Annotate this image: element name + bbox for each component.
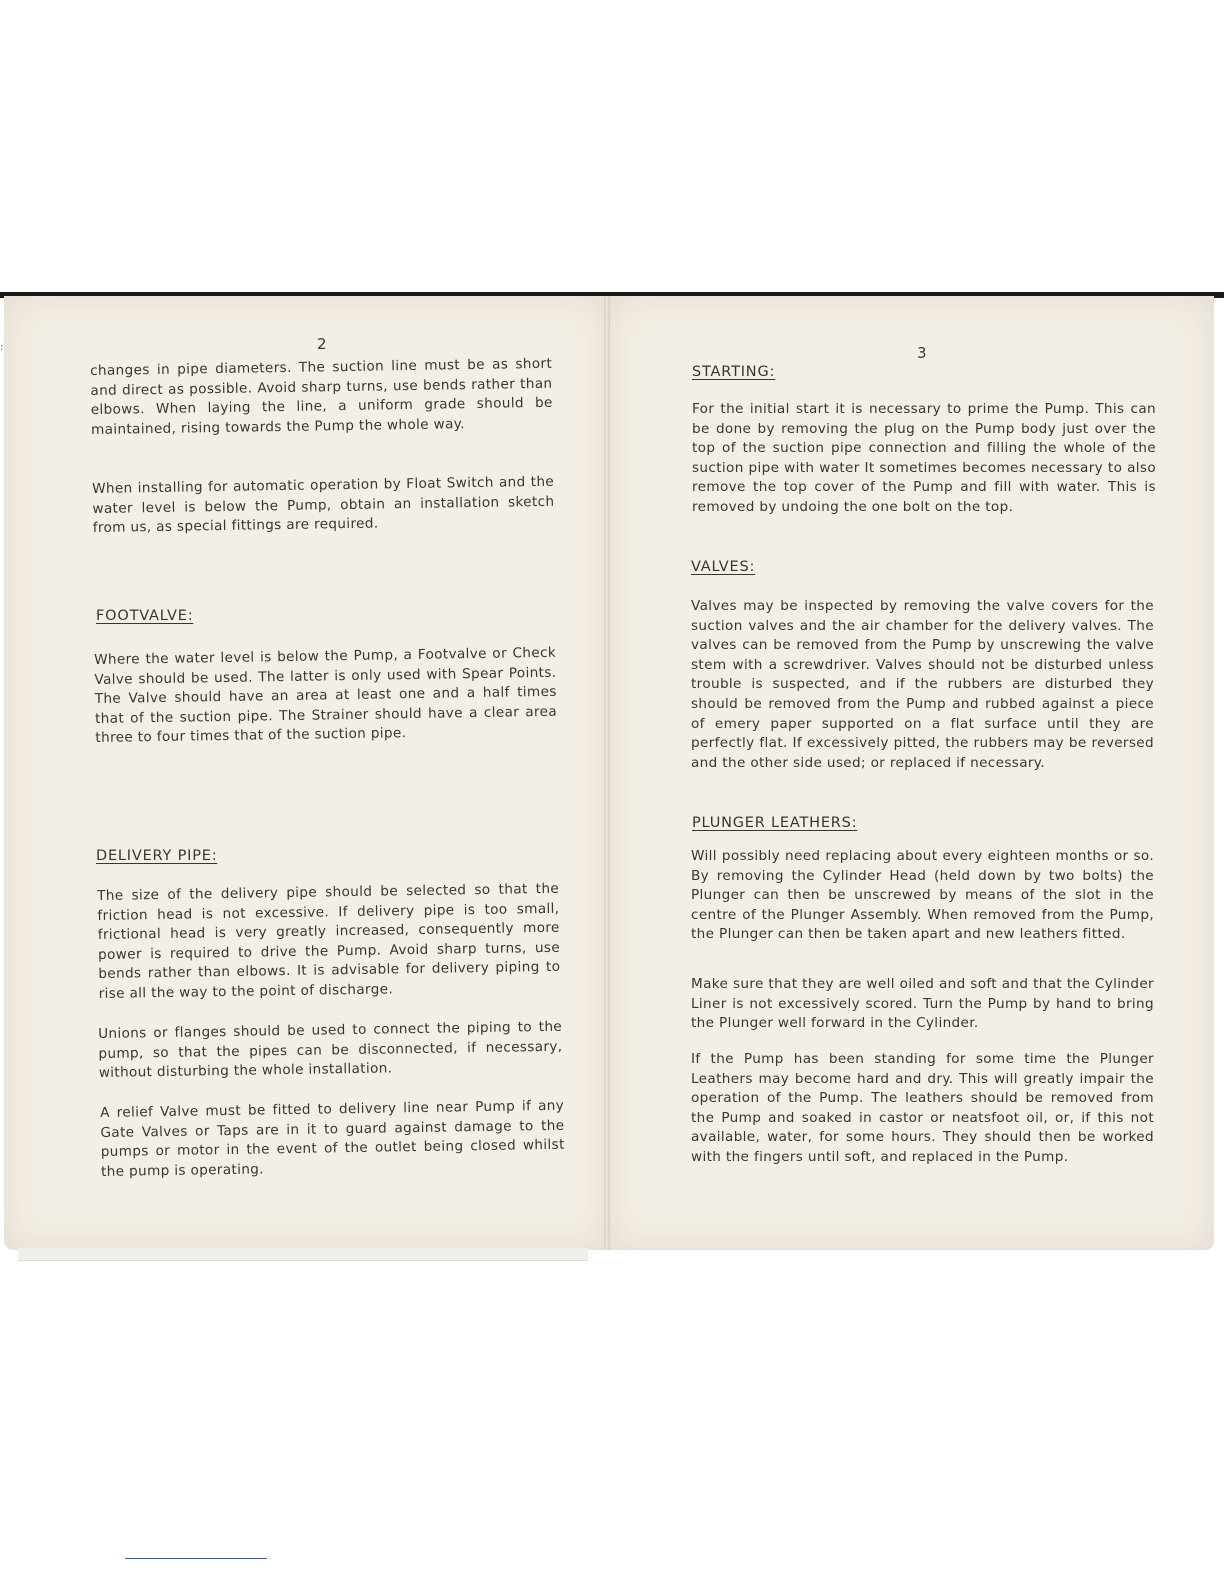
plunger-leathers-heading: PLUNGER LEATHERS: [692, 815, 858, 831]
footvalve-heading: FOOTVALVE: [96, 608, 194, 624]
underlying-sheet-edge [18, 1248, 588, 1261]
valves-heading: VALVES: [691, 559, 756, 575]
plunger-leathers-paragraph-1: Will possibly need replacing about every eighteen months or so. By removing the Cylinder Head (held down by two bolts) the Plunger can then be unscrewed by means of the slot in the centre of the Plunger Assembly. When removed from the Pump, the Plunger can then be taken apart and new leathers fitted. [691, 848, 1154, 943]
intro-paragraph-2: When installing for automatic operation by Float Switch and the water level is below the Pump, obtain an installation sketch from us, as special fittings are required. [92, 473, 555, 537]
book-gutter [604, 296, 610, 1250]
page-number-left: 2 [317, 335, 327, 353]
footvalve-paragraph: Where the water level is below the Pump, a Footvalve or Check Valve should be used. The latter is only used with Spear Points. The Valve should have an area at least one and a half times that of the suction pipe. The Strainer should have a clear area three to four times that of the suction pipe. [94, 644, 558, 747]
delivery-pipe-paragraph-2: Unions or flanges should be used to connect the piping to the pump, so that the pipes can be disconnected, if necessary, without disturbing the whole installation. [98, 1018, 563, 1082]
edge-mark: : [0, 342, 4, 353]
plunger-leathers-paragraph-3: If the Pump has been standing for some time the Plunger Leathers may become hard and dry. This will greatly impair the operation of the Pump. The leathers should be removed from the Pump and soaked in castor or neatsfoot oil, or, if this not available, water, for some hours. They should then be worked with the fingers until soft, and replaced in the Pump. [691, 1051, 1154, 1165]
intro-paragraph-1: changes in pipe diameters. The suction line must be as short and direct as possible. Avoid sharp turns, use bends rather than elbows. When laying the line, a uniform grade should be maintained, rising towards the Pump the whole way. [90, 355, 553, 438]
valves-paragraph: Valves may be inspected by removing the valve covers for the suction valves and the air chamber for the delivery valves. The valves can be removed from the Pump by unscrewing the valve stem with a screwdriver. Valves should not be disturbed unless trouble is suspected, and if the rubbers are disturbed they should be removed from the Pump and rubbed against a piece of emery paper supported on a flat surface until they are perfectly flat. If excessively pitted, the rubbers may be reversed and the other side used; or replaced if necessary. [691, 598, 1154, 771]
plunger-leathers-paragraph-2: Make sure that they are well oiled and soft and that the Cylinder Liner is not excessively scored. Turn the Pump by hand to bring the Plunger well forward in the Cylinder. [691, 976, 1154, 1032]
delivery-pipe-paragraph-3: A relief Valve must be fitted to delivery line near Pump if any Gate Valves or Taps are in it to guard against damage to the pumps or motor in the event of the outlet being closed whilst the pump is operating. [100, 1097, 565, 1180]
starting-paragraph: For the initial start it is necessary to prime the Pump. This can be done by removing the plug on the Pump body just over the top of the suction pipe connection and filling the whole of the suction pipe with water It sometimes becomes necessary to also remove the top cover of the Pump and fill with water. This is removed by undoing the one bolt on the top. [692, 401, 1156, 515]
delivery-pipe-paragraph-1: The size of the delivery pipe should be selected so that the friction head is not excessive. If delivery pipe is too small, frictional head is very greatly increased, consequently more power is required to drive the Pump. Avoid sharp turns, use bends rather than elbows. It is advisable for delivery piping to rise all the way to the point of discharge. [97, 880, 561, 1002]
starting-heading: STARTING: [692, 364, 776, 380]
bottom-rule [125, 1558, 267, 1559]
delivery-pipe-heading: DELIVERY PIPE: [96, 848, 218, 864]
page-number-right: 3 [917, 344, 927, 362]
